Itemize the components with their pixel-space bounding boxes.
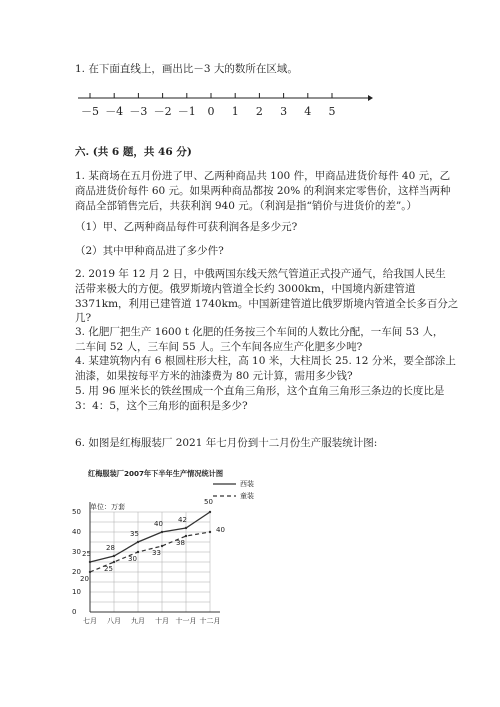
- chart-y-tick-label: 10: [72, 587, 81, 596]
- chart-y-tick-label: 0: [72, 607, 77, 616]
- problem-6-text: 6. 如图是红梅服装厂 2021 年七月份到十二月份生产服装统计图:: [75, 437, 378, 449]
- chart-legend-label: 童装: [240, 491, 254, 500]
- problem-2-line-4: 几?: [75, 312, 92, 324]
- chart-data-label: 28: [106, 544, 115, 552]
- chart-data-label: 40: [216, 526, 225, 534]
- chart-data-label: 42: [178, 516, 187, 524]
- chart-data-label: 20: [80, 575, 89, 583]
- chart-data-label: 38: [176, 539, 185, 547]
- number-line-tick-label: －3: [129, 105, 148, 118]
- chart-data-point: [89, 571, 91, 573]
- chart-x-tick-label: 十月: [155, 617, 169, 625]
- number-line-tick-label: 2: [255, 105, 263, 118]
- chart-y-tick-label: 20: [72, 567, 81, 576]
- chart-y-tick-label: 30: [72, 547, 81, 556]
- problem-1-subquestion-2: （2）其中甲种商品进了多少件?: [75, 245, 224, 257]
- chart-data-label: 30: [128, 555, 137, 563]
- problem-1-line-1: 1. 某商场在五月份进了甲、乙两种商品共 100 件，甲商品进货价每件 40 元，乙: [75, 170, 451, 182]
- question-1-text: 1. 在下面直线上，画出比－3 大的数所在区域。: [75, 63, 298, 75]
- number-line-tick-label: －2: [153, 105, 172, 118]
- problem-3-line-1: 3. 化肥厂把生产 1600 t 化肥的任务按三个车间的人数比分配，一车间 53 人，: [75, 326, 444, 338]
- problem-2-line-2: 活带来极大的方便。俄罗斯境内管道全长约 3000km，中国境内新建管道: [75, 283, 416, 295]
- chart-data-point: [209, 531, 211, 533]
- chart-data-label: 50: [204, 498, 213, 506]
- problem-2-line-1: 2. 2019 年 12 月 2 日，中俄两国东线天然气管道正式投产通气，给我国人民生: [75, 268, 446, 280]
- number-line-tick-label: 0: [207, 105, 215, 118]
- chart-x-tick-label: 七月: [83, 617, 97, 625]
- number-line-tick-label: －4: [105, 105, 124, 118]
- number-line-tick-label: 4: [304, 105, 312, 118]
- number-line-tick-label: 1: [231, 105, 239, 118]
- chart-data-label: 25: [104, 565, 113, 573]
- chart-data-point: [161, 545, 163, 547]
- problem-4-line-2: 油漆，如果按每平方米的油漆费为 80 元计算，需用多少钱?: [75, 370, 353, 382]
- chart-x-tick-label: 十二月: [199, 617, 221, 625]
- problem-5-line-2: 3：4：5，这个三角形的面积是多少?: [75, 400, 248, 412]
- chart-data-label: 33: [152, 549, 161, 557]
- problem-1-line-3: 商品全部销售完后，共获利润 940 元。（利润是指“销价与进货价的差”。）: [75, 200, 417, 212]
- chart-data-point: [137, 541, 139, 543]
- chart-data-point: [113, 555, 115, 557]
- chart-legend: [213, 484, 236, 496]
- section-6-heading: 六. (共 6 题，共 46 分): [75, 146, 192, 158]
- chart-data-point: [185, 527, 187, 529]
- chart-grid: [90, 512, 210, 612]
- problem-2-line-3: 3371km，利用已建管道 1740km。中国新建管道比俄罗斯境内管道全长多百分之: [75, 298, 459, 310]
- number-line-tick-label: 5: [328, 105, 336, 118]
- chart-data-point: [209, 511, 211, 513]
- number-line-tick-label: －1: [177, 105, 196, 118]
- chart-data-label: 35: [130, 530, 139, 538]
- chart-y-tick-label: 50: [72, 507, 81, 516]
- chart-data-point: [161, 531, 163, 533]
- problem-5-line-1: 5. 用 96 厘米长的铁丝围成一个直角三角形，这个直角三角形三条边的长度比是: [75, 385, 445, 397]
- chart-title: 红梅服装厂2007年下半年生产情况统计图: [88, 469, 224, 478]
- chart-x-tick-label: 十一月: [175, 617, 197, 625]
- chart-data-point: [113, 561, 115, 563]
- chart-series-line: [90, 512, 210, 562]
- chart-data-label: 25: [82, 550, 91, 558]
- problem-1-subquestion-1: （1）甲、乙两种商品每件可获利润各是多少元?: [75, 221, 298, 233]
- chart-unit-label: 单位：万套: [90, 503, 125, 511]
- chart-data-point: [185, 535, 187, 537]
- number-line-tick-label: －5: [81, 105, 99, 118]
- chart-data-point: [89, 561, 91, 563]
- number-line-tick-label: 3: [280, 105, 288, 118]
- chart-y-tick-label: 40: [72, 527, 81, 536]
- chart-data-label: 40: [154, 520, 163, 528]
- problem-1-line-2: 商品进货价每件 60 元。如果两种商品都按 20% 的利润来定零售价，这样当两种: [75, 185, 451, 197]
- problem-4-line-1: 4. 某建筑物内有 6 根圆柱形大柱，高 10 米，大柱周长 25. 12 分米，要全部涂上: [75, 355, 456, 367]
- chart-x-tick-label: 九月: [131, 617, 145, 625]
- chart-data-point: [137, 551, 139, 553]
- problem-3-line-2: 二车间 52 人，三车间 55 人。三个车间各应生产化肥多少吨?: [75, 341, 363, 353]
- chart-legend-label: 西装: [240, 479, 254, 488]
- chart-x-tick-label: 八月: [107, 617, 121, 625]
